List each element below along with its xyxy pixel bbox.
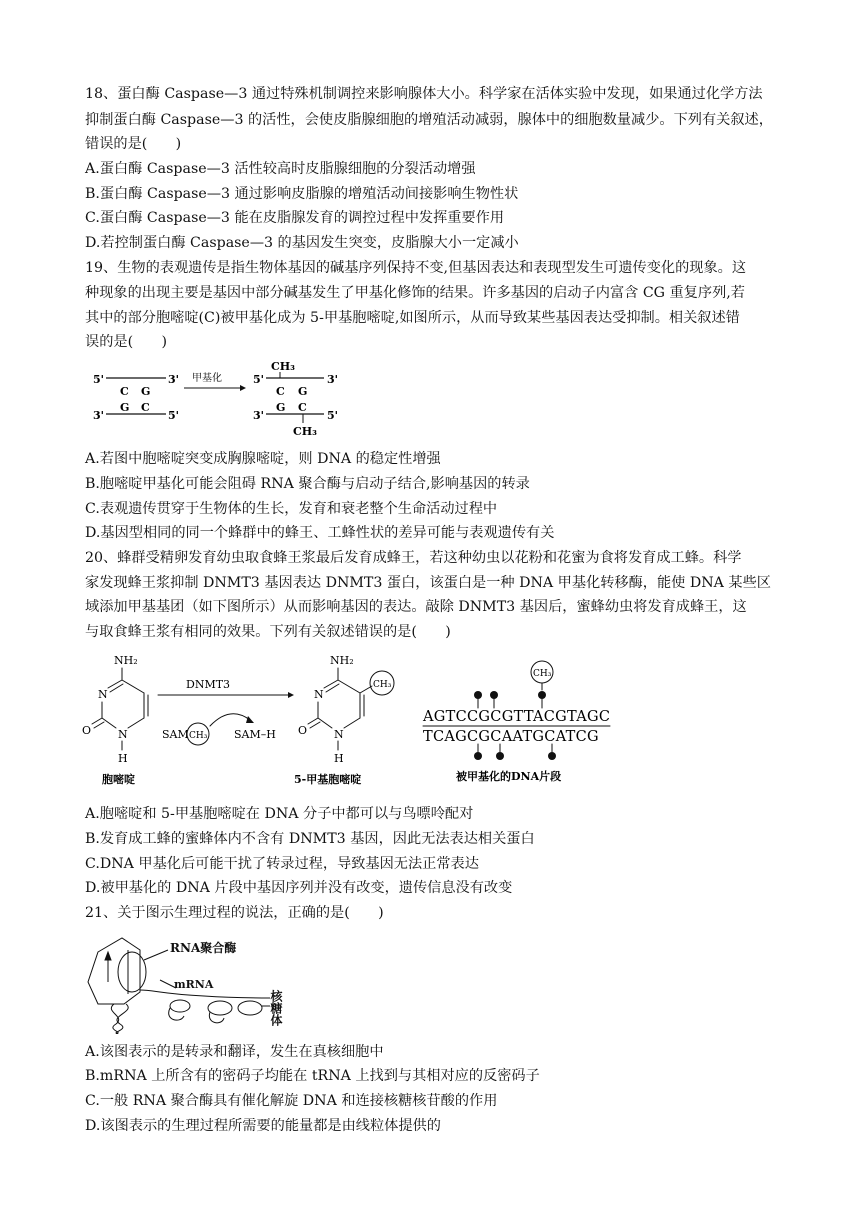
sam-label: SAM <box>162 728 189 741</box>
q18-option-b: B.蛋白酶 Caspase—3 通过影响皮脂腺的增殖活动间接影响生物性状 <box>85 186 519 202</box>
q20-stem-line-4: 与取食蜂王浆有相同的效果。下列有关叙述错误的是( ) <box>85 624 451 640</box>
cytosine-nh2: NH₂ <box>114 654 138 667</box>
mrna-label: mRNA <box>174 978 214 991</box>
dnmt3-enzyme-label: DNMT3 <box>186 678 231 691</box>
methylated-dna-fragment <box>422 661 610 783</box>
q18-stem-line-1: 18、蛋白酶 Caspase—3 通过特殊机制调控来影响腺体大小。科学家在活体实验中发现，如果通过化学方法 <box>85 86 763 102</box>
q19-option-c: C.表观遗传贯穿于生物体的生长，发育和衰老整个生命活动过程中 <box>85 501 498 517</box>
rna-polymerase-pointer <box>144 950 168 960</box>
q19-stem-line-4: 误的是( ) <box>85 334 168 350</box>
fragment-ch3: CH₃ <box>533 669 552 679</box>
methylcytosine-label: 5-甲基胞嘧啶 <box>294 773 362 786</box>
methylcytosine-ch3: CH₃ <box>373 680 392 690</box>
methylcytosine-oxygen: O <box>298 724 308 737</box>
q21-option-a: A.该图表示的是转录和翻译，发生在真核细胞中 <box>85 1044 384 1060</box>
q19-right-bottom-3prime: 3' <box>253 409 265 422</box>
q19-stem-line-2: 种现象的出现主要是基因中部分碱基发生了甲基化修饰的结果。许多基因的启动子内富含 CG 重复序列,若 <box>85 285 745 301</box>
q19-left-bottom-base-c: C <box>141 401 150 414</box>
dna-strand-top: AGTCCGCGTTACGTAGC <box>423 709 611 725</box>
sam-curved-arrow <box>210 714 250 726</box>
q20-dnmt3-figure <box>80 650 620 792</box>
q19-left-bottom-base-g: G <box>120 401 130 414</box>
ribosome-3 <box>238 1001 262 1015</box>
q21-stem-line-1: 21、关于图示生理过程的说法，正确的是( ) <box>85 905 384 921</box>
q18-option-c: C.蛋白酶 Caspase—3 能在皮脂腺发育的调控过程中发挥重要作用 <box>85 210 505 226</box>
cytosine-oxygen: O <box>82 724 92 737</box>
q18-option-a: A.蛋白酶 Caspase—3 活性较高时皮脂腺细胞的分裂活动增强 <box>85 161 476 177</box>
q19-left-top-base-g: G <box>141 385 151 398</box>
q19-stem-line-3: 其中的部分胞嘧啶(C)被甲基化成为 5-甲基胞嘧啶,如图所示，从而导致某些基因表达受抑制。相关叙述错 <box>85 310 740 326</box>
reaction-arrowhead <box>288 692 294 698</box>
q19-methylation-figure <box>88 357 348 442</box>
cytosine-label: 胞嘧啶 <box>102 773 135 786</box>
methylcytosine-h: H <box>334 752 344 765</box>
q19-top-ch3: CH₃ <box>271 360 295 373</box>
q20-option-a: A.胞嘧啶和 5-甲基胞嘧啶在 DNA 分子中都可以与鸟嘌呤配对 <box>85 806 474 822</box>
methyl-dot-top-3 <box>538 691 546 699</box>
ribosome-2 <box>208 1001 232 1015</box>
q21-transcription-figure <box>84 932 314 1034</box>
sam-h-label: SAM–H <box>234 728 276 741</box>
methyl-dot-bottom-2 <box>496 752 504 760</box>
q19-option-d: D.基因型相同的同一个蜂群中的蜂王、工蜂性状的差异可能与表观遗传有关 <box>85 525 555 541</box>
q19-option-b: B.胞嘧啶甲基化可能会阻碍 RNA 聚合酶与启动子结合,影响基因的转录 <box>85 476 530 492</box>
q20-option-b: B.发育成工蜂的蜜蜂体内不含有 DNMT3 基因，因此无法表达相关蛋白 <box>85 831 535 847</box>
methylcytosine-nh2: NH₂ <box>330 654 354 667</box>
q19-right-top-base-c: C <box>276 385 285 398</box>
q19-left-top-3prime: 3' <box>168 373 180 386</box>
q20-stem-line-1: 20、蜂群受精卵发育幼虫取食蜂王浆最后发育成蜂王，若这种幼虫以花粉和花蜜为食将发育成工蜂。科学 <box>85 550 742 566</box>
methylcytosine-n3: N <box>314 688 324 701</box>
dna-helix-strand-2 <box>116 1004 128 1034</box>
q19-right-bottom-5prime: 5' <box>327 409 339 422</box>
cytosine-n3: N <box>98 688 108 701</box>
dna-strand-bottom: TCAGCGCAATGCATCG <box>423 729 599 745</box>
q19-left-bottom-3prime: 3' <box>93 409 105 422</box>
ribosome-label <box>269 989 283 1027</box>
methylcytosine-structure <box>294 654 394 786</box>
q19-left-bottom-5prime: 5' <box>168 409 180 422</box>
peptide-2 <box>209 1012 224 1023</box>
q19-arrow-label: 甲基化 <box>192 373 222 384</box>
q19-left-top-base-c: C <box>120 385 129 398</box>
q18-option-d: D.若控制蛋白酶 Caspase—3 的基因发生突变，皮脂腺大小一定减小 <box>85 235 519 251</box>
q19-right-top-base-g: G <box>298 385 308 398</box>
dna-outline <box>88 938 140 1004</box>
ribosome-label-text: 核糖体 <box>269 990 283 1026</box>
q19-arrowhead <box>240 385 246 391</box>
q19-right-top-5prime: 5' <box>253 373 265 386</box>
cytosine-structure <box>82 654 148 786</box>
q19-right-top-3prime: 3' <box>327 373 339 386</box>
ribosome-1 <box>170 1000 190 1012</box>
q18-stem-line-2: 抑制蛋白酶 Caspase—3 的活性，会使皮脂腺细胞的增殖活动减弱，腺体中的细胞数量减少。下列有关叙述， <box>85 112 773 128</box>
methyl-dot-bottom-3 <box>548 752 556 760</box>
q19-option-a: A.若图中胞嘧啶突变成胸腺嘧啶，则 DNA 的稳定性增强 <box>85 451 441 467</box>
q19-right-bottom-base-g: G <box>276 401 286 414</box>
q20-stem-line-2: 家发现蜂王浆抑制 DNMT3 基因表达 DNMT3 蛋白，该蛋白是一种 DNA 甲基化转移酶，能使 DNA 某些区 <box>85 575 771 591</box>
peptide-1 <box>169 1008 184 1020</box>
q20-stem-line-3: 域添加甲基基团（如下图所示）从而影响基因的表达。敲除 DNMT3 基因后，蜜蜂幼虫将发育成蜂王，这 <box>85 599 747 615</box>
methyl-dot-bottom-1 <box>474 752 482 760</box>
q21-option-d: D.该图表示的生理过程所需要的能量都是由线粒体提供的 <box>85 1118 441 1134</box>
cytosine-n1: N <box>118 728 128 741</box>
methyl-dot-top-1 <box>474 691 482 699</box>
q18-stem-line-3: 错误的是( ) <box>85 136 182 152</box>
rna-polymerase-label: RNA聚合酶 <box>170 941 237 955</box>
q21-option-b: B.mRNA 上所含有的密码子均能在 tRNA 上找到与其相对应的反密码子 <box>85 1068 540 1084</box>
q19-bottom-ch3: CH₃ <box>293 425 317 438</box>
dna-fragment-label: 被甲基化的DNA片段 <box>456 770 562 783</box>
sam-curved-arrowhead <box>246 716 254 723</box>
q20-option-d: D.被甲基化的 DNA 片段中基因序列并没有改变，遗传信息没有改变 <box>85 880 513 896</box>
cytosine-h: H <box>118 752 128 765</box>
methylcytosine-n1: N <box>334 728 344 741</box>
rna-polymerase-ellipse <box>118 952 146 992</box>
q20-option-c: C.DNA 甲基化后可能干扰了转录过程，导致基因无法正常表达 <box>85 856 479 872</box>
q19-left-top-5prime: 5' <box>93 373 105 386</box>
q19-right-bottom-base-c: C <box>298 401 307 414</box>
methyl-dot-top-2 <box>490 691 498 699</box>
mrna-strand <box>140 990 270 998</box>
direction-arrowhead <box>105 952 111 960</box>
q21-option-c: C.一般 RNA 聚合酶具有催化解旋 DNA 和连接核糖核苷酸的作用 <box>85 1093 498 1109</box>
q19-stem-line-1: 19、生物的表观遗传是指生物体基因的碱基序列保持不变,但基因表达和表现型发生可遗传变化的现象。这 <box>85 260 747 276</box>
sam-ch3: CH₃ <box>189 731 208 741</box>
